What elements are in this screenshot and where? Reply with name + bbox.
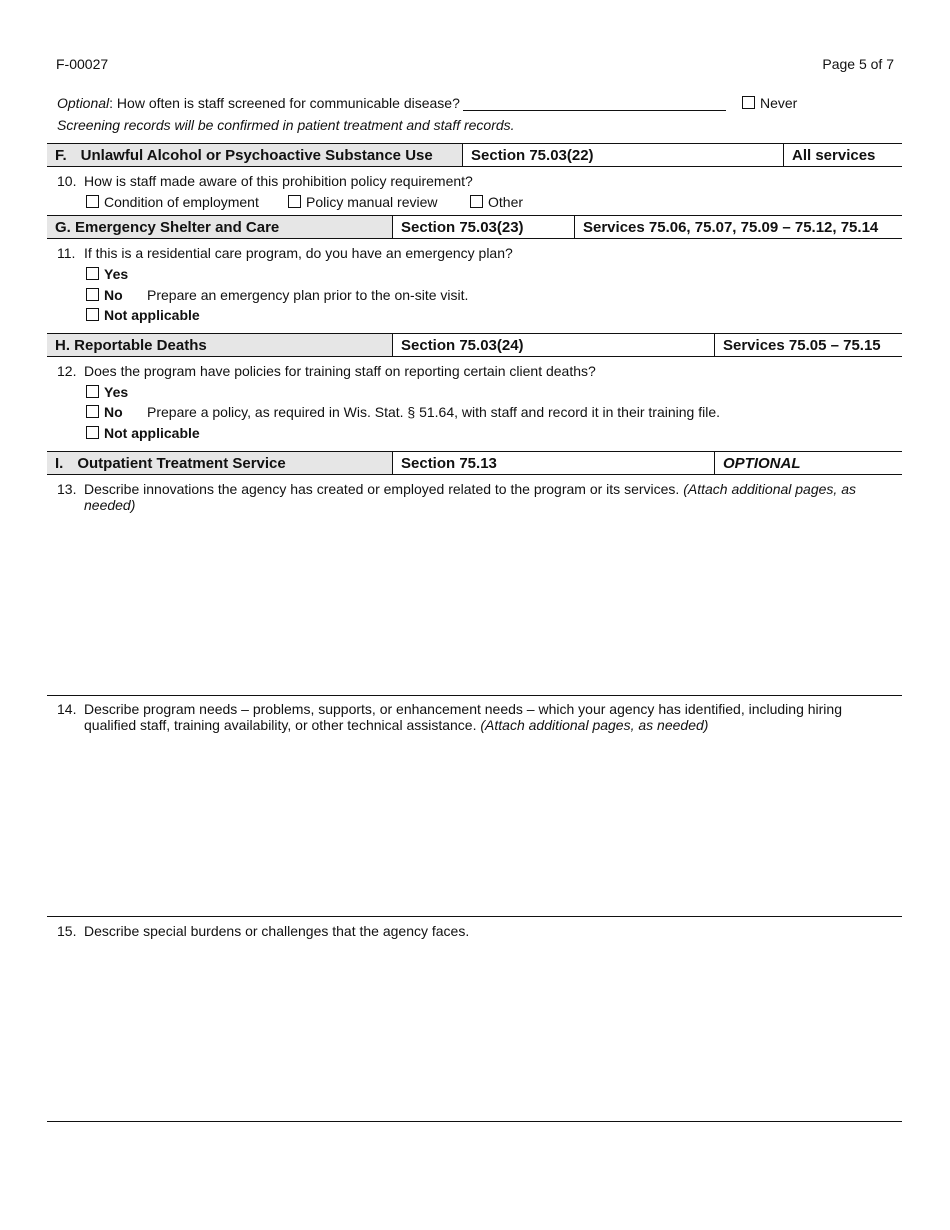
section-f-services: All services	[783, 144, 902, 166]
checkbox[interactable]	[86, 288, 99, 301]
section-g-services: Services 75.06, 75.07, 75.09 – 75.12, 75.14	[574, 216, 902, 238]
question-15: 15. Describe special burdens or challenges that the agency faces.	[57, 923, 470, 939]
checkbox[interactable]	[470, 195, 483, 208]
question-13-cont: needed)	[84, 497, 136, 513]
question-11: 11. If this is a residential care program, do you have an emergency plan?	[57, 245, 513, 261]
section-f-header	[47, 143, 902, 167]
question-10: 10. How is staff made aware of this prohibition policy requirement?	[57, 173, 473, 189]
no-instruction: Prepare an emergency plan prior to the on-site visit.	[147, 287, 469, 303]
screening-note: Screening records will be confirmed in patient treatment and staff records.	[57, 117, 515, 133]
checkbox[interactable]	[86, 426, 99, 439]
section-i-header	[47, 451, 902, 475]
section-f-number: Section 75.03(22)	[462, 144, 783, 166]
checkbox[interactable]	[86, 405, 99, 418]
screening-question	[57, 95, 460, 111]
divider	[47, 1121, 902, 1122]
form-id: F-00027	[56, 56, 109, 72]
section-i-title: I. Outpatient Treatment Service	[47, 452, 392, 474]
section-h-number: Section 75.03(24)	[392, 334, 714, 356]
program-needs-answer-area[interactable]	[84, 740, 902, 910]
burdens-answer-area[interactable]	[84, 944, 902, 1114]
question-14-cont: qualified staff, training availability, or other technical assistance. (Attach additional pages, as needed)	[84, 717, 709, 733]
option-policy-manual-review[interactable]: Policy manual review	[288, 194, 438, 210]
option-not-applicable[interactable]: Not applicable	[86, 425, 200, 441]
question-14: 14. Describe program needs – problems, supports, or enhancement needs – which your agency has identified, including hiring	[57, 701, 842, 717]
section-h-header	[47, 333, 902, 357]
section-g-title: G. Emergency Shelter and Care	[47, 216, 392, 238]
option-other[interactable]: Other	[470, 194, 523, 210]
option-condition-of-employment[interactable]: Condition of employment	[86, 194, 259, 210]
optional-label: Optional	[57, 95, 110, 111]
screening-question-text: : How often is staff screened for communicable disease?	[109, 95, 460, 111]
section-h-services: Services 75.05 – 75.15	[714, 334, 902, 356]
divider	[47, 916, 902, 917]
divider	[47, 695, 902, 696]
section-i-optional: OPTIONAL	[714, 452, 902, 474]
option-yes[interactable]: Yes	[86, 384, 128, 400]
checkbox[interactable]	[86, 385, 99, 398]
never-option[interactable]	[742, 95, 797, 111]
question-12: 12. Does the program have policies for training staff on reporting certain client deaths?	[57, 363, 596, 379]
option-not-applicable[interactable]: Not applicable	[86, 307, 200, 323]
checkbox[interactable]	[86, 308, 99, 321]
screening-frequency-field[interactable]	[463, 110, 726, 111]
page-number: Page 5 of 7	[822, 56, 894, 72]
section-h-title: H. Reportable Deaths	[47, 334, 392, 356]
option-yes[interactable]: Yes	[86, 266, 128, 282]
checkbox[interactable]	[86, 267, 99, 280]
question-13: 13. Describe innovations the agency has created or employed related to the program or its services. (Attach additional pages, as	[57, 481, 856, 497]
never-checkbox[interactable]	[742, 96, 755, 109]
option-no[interactable]: No	[86, 287, 123, 303]
checkbox[interactable]	[86, 195, 99, 208]
no-instruction: Prepare a policy, as required in Wis. Stat. § 51.64, with staff and record it in their training file.	[147, 404, 720, 420]
section-f-title: F. Unlawful Alcohol or Psychoactive Substance Use	[47, 144, 462, 166]
section-i-number: Section 75.13	[392, 452, 714, 474]
checkbox[interactable]	[288, 195, 301, 208]
never-label: Never	[760, 95, 798, 111]
innovations-answer-area[interactable]	[84, 518, 902, 688]
section-g-header	[47, 215, 902, 239]
option-no[interactable]: No	[86, 404, 123, 420]
section-g-number: Section 75.03(23)	[392, 216, 574, 238]
